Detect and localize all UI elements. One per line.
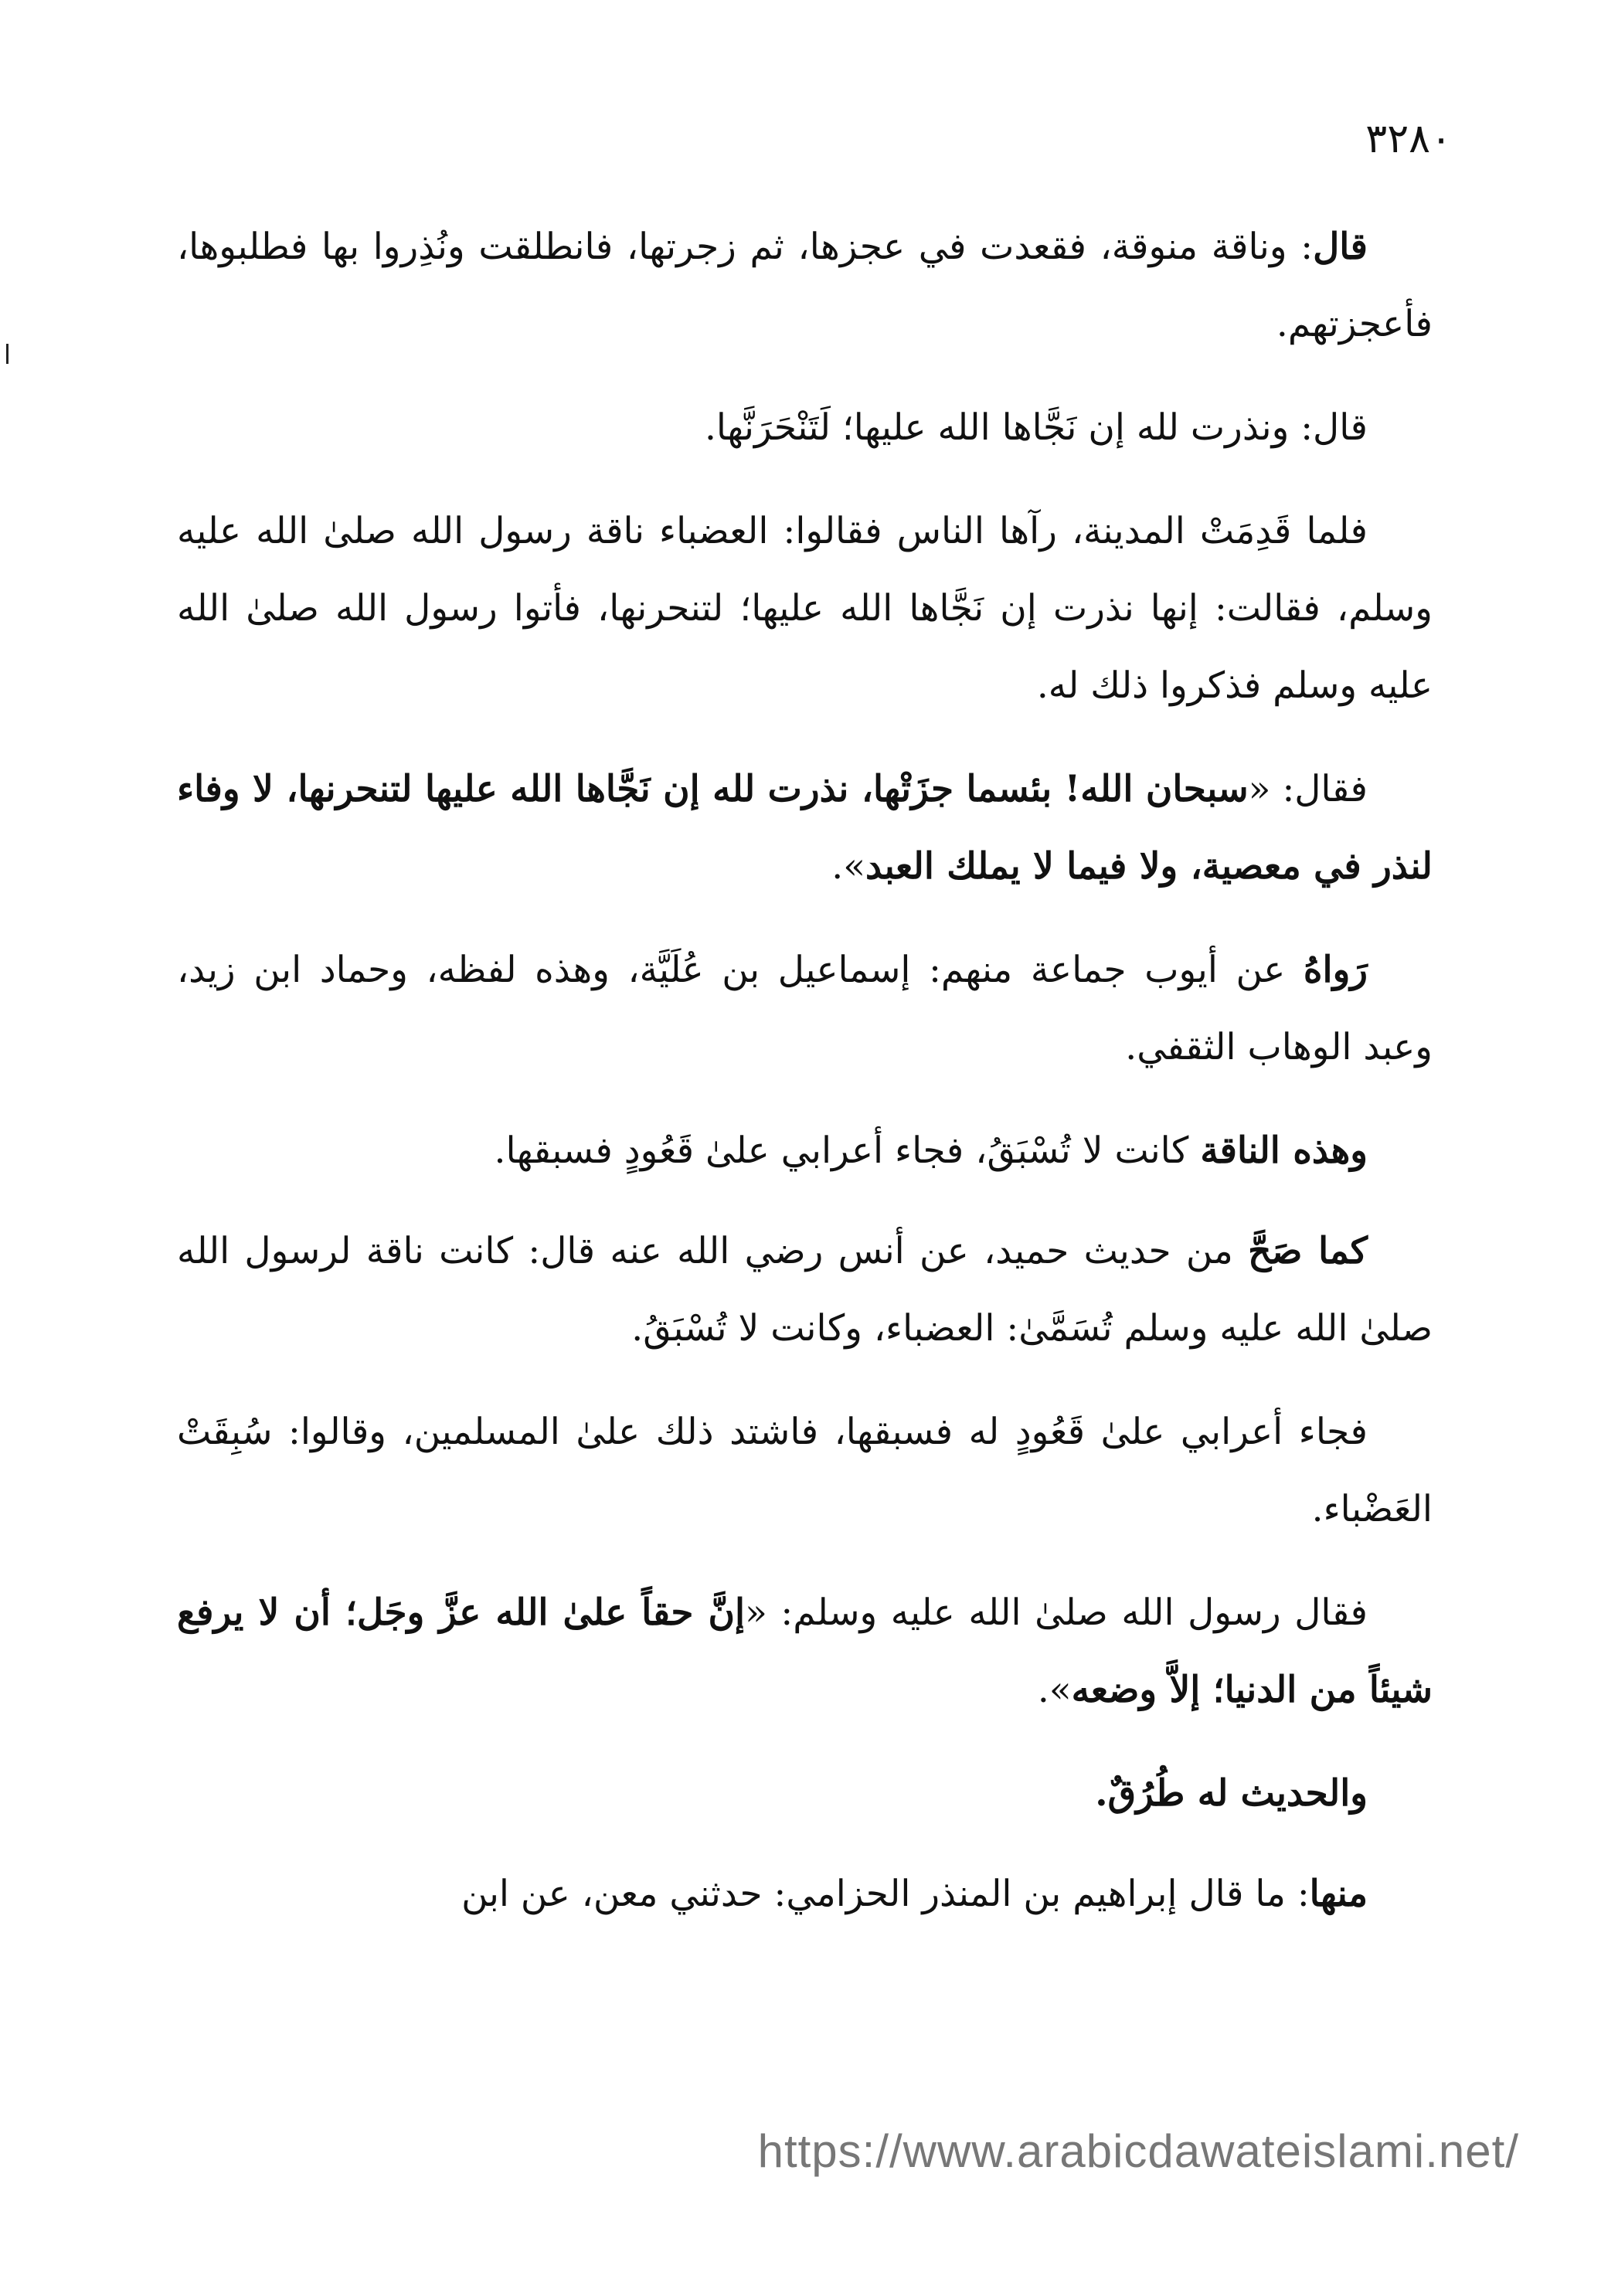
paragraph-5-lead: رَواهُ bbox=[1303, 949, 1368, 991]
paragraph-4-suffix: ». bbox=[831, 845, 865, 888]
paragraph-5-body: عن أيوب جماعة منهم: إسماعيل بن عُلَيَّة، وهذه لفظه، وحماد ابن زيد، وعبد الوهاب الثقفي. bbox=[177, 949, 1433, 1068]
paragraph-9-hadith: إنَّ حقاً علىٰ الله عزَّ وجَل؛ أن لا يرفع شيئاً من الدنيا؛ إلاَّ وضعه bbox=[177, 1591, 1433, 1711]
paragraph-7-body: من حديث حميد، عن أنس رضي الله عنه قال: كانت ناقة لرسول الله صلىٰ الله عليه وسلم تُسَمَّىٰ: العضباء، وكانت لا تُسْبَقُ. bbox=[177, 1230, 1433, 1350]
paragraph-11-body: : ما قال إبراهيم بن المنذر الحزامي: حدثني معن، عن ابن bbox=[461, 1873, 1310, 1915]
paragraph-10: والحديث له طُرُقٌ. bbox=[1095, 1772, 1368, 1815]
paragraph-6-body: كانت لا تُسْبَقُ، فجاء أعرابي علىٰ قَعُودٍ فسبقها. bbox=[494, 1129, 1201, 1172]
page-body bbox=[177, 209, 1433, 1959]
paragraph-1-body: : وناقة منوقة، فقعدت في عجزها، ثم زجرتها، فانطلقت ونُذِروا بها فطلبوها، فأعجزتهم. bbox=[177, 226, 1433, 345]
paragraph-9 bbox=[177, 1574, 1433, 1729]
paragraph-9-prefix: فقال رسول الله صلىٰ الله عليه وسلم: « bbox=[745, 1591, 1368, 1634]
paragraph-2: قال: ونذرت لله إن نَجَّاها الله عليها؛ لَتَنْحَرَنَّها. bbox=[704, 406, 1368, 449]
source-url: https://www.arabicdawateislami.net/ bbox=[757, 2125, 1519, 2177]
paragraph-5 bbox=[177, 932, 1433, 1086]
paragraph-4-hadith: سبحان الله! بئسما جزَتْها، نذرت لله إن نَجَّاها الله عليها لتنحرنها، لا وفاء لنذر في معصية، ولا فيما لا يملك العبد bbox=[177, 768, 1433, 888]
paragraph-1-lead: قال bbox=[1313, 226, 1368, 268]
paragraph-4 bbox=[177, 751, 1433, 905]
margin-mark bbox=[6, 344, 8, 364]
paragraph-1 bbox=[177, 209, 1433, 363]
paragraph-8: فجاء أعرابي علىٰ قَعُودٍ له فسبقها، فاشتد ذلك علىٰ المسلمين، وقالوا: سُبِقَتْ العَضْباء. bbox=[177, 1411, 1433, 1530]
paragraph-9-suffix: ». bbox=[1037, 1669, 1072, 1711]
paragraph-3: فلما قَدِمَتْ المدينة، رآها الناس فقالوا: العضباء ناقة رسول الله صلىٰ الله عليه وسلم، فقالت: إنها نذرت إن نَجَّاها الله عليها؛ لتنحرنها، فأتوا رسول الله صلىٰ الله عليه وسلم فذكروا ذلك له. bbox=[177, 510, 1433, 707]
page-number: ٣٢٨٠ bbox=[1365, 116, 1452, 162]
paragraph-7 bbox=[177, 1213, 1433, 1367]
paragraph-11 bbox=[177, 1856, 1433, 1933]
paragraph-7-lead: كما صَحَّ bbox=[1248, 1230, 1368, 1272]
paragraph-11-lead: منها bbox=[1309, 1873, 1368, 1915]
paragraph-4-prefix: فقال: « bbox=[1248, 768, 1368, 810]
paragraph-6 bbox=[177, 1112, 1433, 1190]
paragraph-6-lead: وهذه الناقة bbox=[1200, 1129, 1368, 1172]
